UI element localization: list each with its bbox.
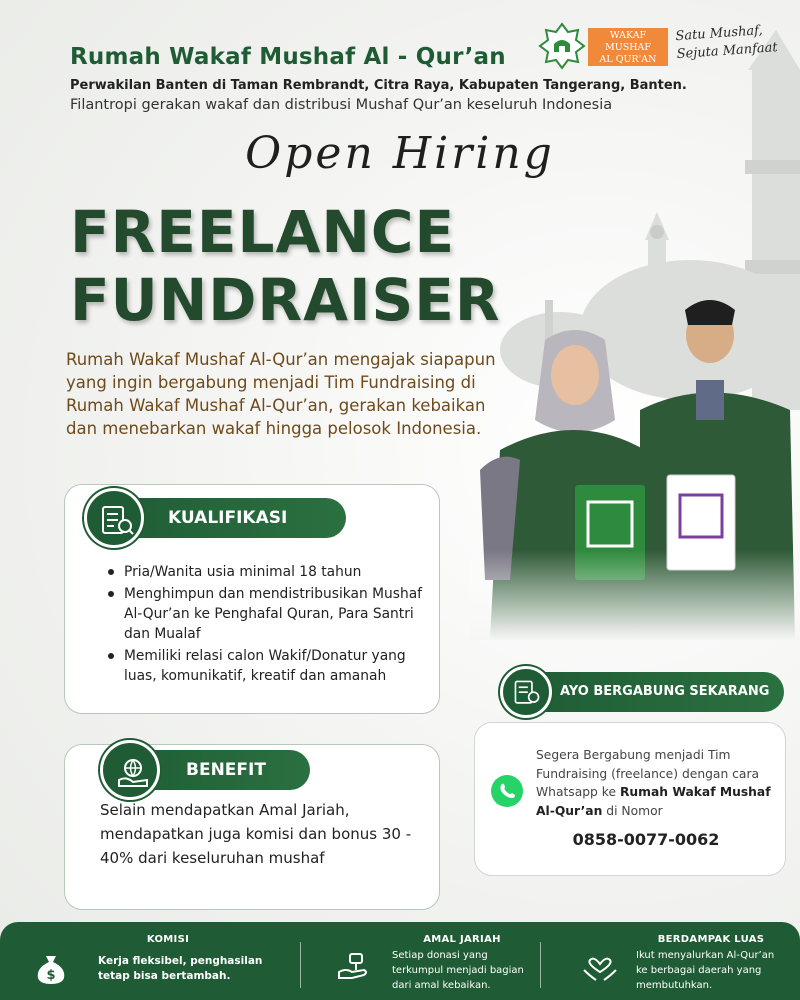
- qualification-title: KUALIFIKASI: [88, 498, 346, 538]
- logo-line-1: WAKAF: [609, 30, 647, 41]
- footer-item-berdampak-luas: [582, 922, 792, 1000]
- join-now-button[interactable]: AYO BERGABUNG SEKARANG: [508, 672, 784, 712]
- join-text-org: Rumah Wakaf Mushaf Al-Qur’an: [536, 785, 771, 818]
- footer-title: AMAL JARIAH: [423, 934, 501, 945]
- headline-line-1: FREELANCE: [70, 198, 456, 266]
- slogan-line-2: Sejuta Manfaat: [676, 40, 779, 63]
- fundraisers-illustration: [470, 280, 800, 640]
- list-item: Memiliki relasi calon Wakif/Donatur yang luas, komunikatif, kreatif dan amanah: [108, 646, 428, 686]
- join-text-after: di Nomor: [606, 803, 663, 818]
- qualification-list: [108, 562, 428, 688]
- benefit-text: Selain mendapatkan Amal Jariah, mendapatkan juga komisi dan bonus 30 - 40% dari keseluruhan mushaf: [100, 801, 412, 867]
- footer-item-amal-jariah: [336, 922, 536, 1000]
- join-instructions: [536, 746, 776, 820]
- footer-title: KOMISI: [146, 934, 190, 945]
- qualification-icon-badge: [84, 488, 144, 548]
- phone-number[interactable]: 0858-0077-0062: [572, 830, 720, 849]
- svg-text:$: $: [46, 968, 56, 983]
- list-item: Menghimpun dan mendistribusikan Mushaf Al-Qur’an ke Penghafal Quran, Para Santri dan Mualaf: [108, 584, 428, 644]
- footer-item-komisi: [34, 922, 264, 1000]
- footer-divider: [300, 942, 301, 988]
- headline: [70, 198, 590, 334]
- footer-text: Kerja fleksibel, penghasilan tetap bisa bertambah.: [98, 955, 263, 982]
- organization-address: Perwakilan Banten di Taman Rembrandt, Citra Raya, Kabupaten Tangerang, Banten.: [70, 78, 687, 93]
- checklist-person-icon: [513, 679, 541, 707]
- hands-heart-icon: [582, 950, 618, 984]
- organization-title: Rumah Wakaf Mushaf Al - Qur’an: [70, 44, 506, 70]
- footer-title: BERDAMPAK LUAS: [657, 934, 765, 945]
- slogan-line-1: Satu Mushaf,: [674, 23, 764, 45]
- join-icon-badge: [500, 666, 552, 718]
- list-item: Pria/Wanita usia minimal 18 tahun: [108, 562, 428, 582]
- join-text-before: Segera Bergabung menjadi Tim Fundraising (freelance) dengan cara Whatsapp ke: [536, 748, 760, 799]
- hand-globe-icon: [116, 756, 150, 790]
- benefit-icon-badge: [100, 740, 160, 800]
- headline-line-2: FUNDRAISER: [70, 266, 501, 334]
- hand-donate-icon: [336, 950, 370, 984]
- logo-line-3: AL QUR'AN: [599, 54, 657, 65]
- intro-text: Rumah Wakaf Mushaf Al-Qur’an mengajak siapapun yang ingin bergabung menjadi Tim Fundraising di Rumah Wakaf Mushaf Al-Qur’an, gerakan kebaikan dan menebarkan wakaf hingga pelosok Indonesia.: [66, 350, 496, 438]
- mosque-emblem-icon: [538, 22, 586, 70]
- footer: [0, 922, 800, 1000]
- footer-text: Setiap donasi yang terkumpul menjadi bagian dari amal kebaikan.: [392, 950, 524, 991]
- whatsapp-icon[interactable]: [488, 772, 526, 810]
- footer-divider: [540, 942, 541, 988]
- benefit-title: BENEFIT: [106, 750, 310, 790]
- footer-text: Ikut menyalurkan Al-Qur’an ke berbagai daerah yang membutuhkan.: [636, 950, 775, 991]
- logo-line-2: MUSHAF: [605, 42, 651, 53]
- money-bag-icon: [34, 950, 68, 986]
- organization-tagline: Filantropi gerakan wakaf dan distribusi Mushaf Qur’an keseluruh Indonesia: [70, 97, 613, 113]
- brand-logo: [588, 28, 668, 66]
- open-hiring-script: Open Hiring: [245, 128, 555, 179]
- checklist-person-icon: [100, 504, 134, 538]
